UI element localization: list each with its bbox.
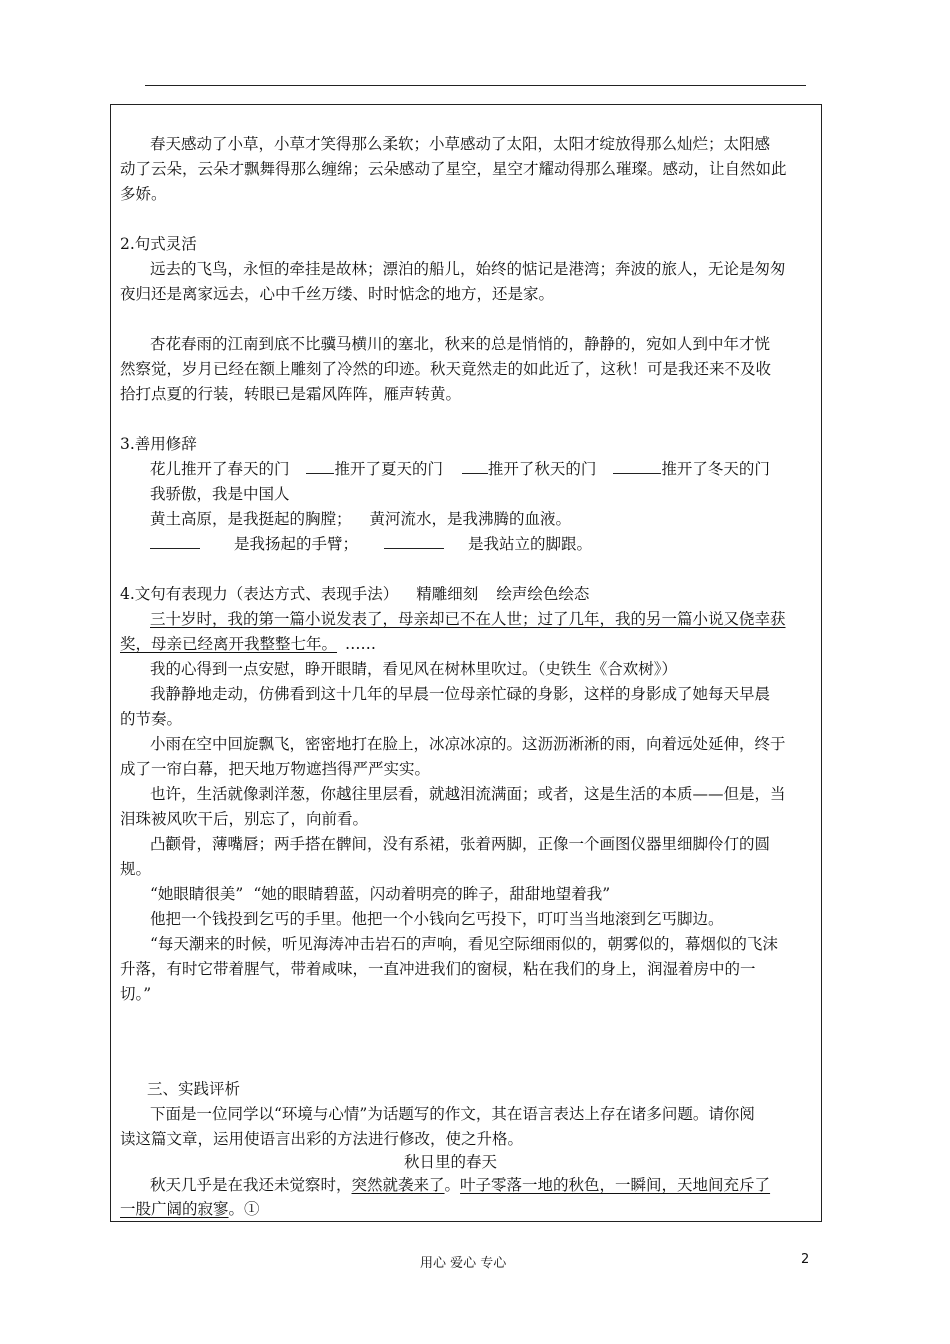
text-span: “她的眼睛碧蓝，闪动着明亮的眸子，甜甜地望着我” <box>253 885 611 903</box>
footer-motto: 用心 爱心 专心 <box>420 1256 507 1271</box>
paragraph-line <box>150 1175 770 1195</box>
paragraph-line: 规。 <box>120 860 152 878</box>
paragraph-line: 我骄傲，我是中国人 <box>150 485 290 503</box>
paragraph-line: 我的心得到一点安慰，睁开眼睛，看见风在树林里吹过。（史铁生《合欢树》） <box>150 660 678 678</box>
text-span: 4.文句有表现力（表达方式、表现手法） <box>120 585 399 603</box>
text-span: 是我站立的脚跟。 <box>468 535 593 553</box>
section-heading: 3.善用修辞 <box>120 435 197 453</box>
paragraph-line: 我静静地走动，仿佛看到这十几年的早晨一位母亲忙碌的身影，这样的身影成了她每天早晨 <box>150 685 771 703</box>
text-span: “她眼睛很美” <box>150 885 244 903</box>
section-heading <box>120 584 589 604</box>
paragraph-line: 成了一帘白幕，把天地万物遮挡得严严实实。 <box>120 760 431 778</box>
section-heading: 2.句式灵活 <box>120 235 197 253</box>
paragraph-line <box>150 459 770 479</box>
paragraph-line <box>120 1199 260 1219</box>
paragraph-line <box>150 884 610 904</box>
header-rule <box>145 85 806 86</box>
underlined-span: 一股广阔的寂寥 <box>120 1200 229 1218</box>
fill-blank[interactable] <box>384 534 444 549</box>
text-span: 。 <box>444 1176 461 1194</box>
text-span: 。① <box>228 1200 260 1218</box>
paragraph-line: 泪珠被风吹干后，别忘了，向前看。 <box>120 810 369 828</box>
underlined-span: 突然就袭来了 <box>351 1176 445 1194</box>
text-span: 黄土高原，是我挺起的胸膛； <box>150 510 352 528</box>
paragraph-line <box>150 509 571 529</box>
fill-blank[interactable] <box>462 459 488 474</box>
paragraph-line: 他把一个钱投到乞丐的手里。他把一个小钱向乞丐投下，叮叮当当地滚到乞丐脚边。 <box>150 910 724 928</box>
paragraph-line: 的节奏。 <box>120 710 183 728</box>
paragraph-line: 远去的飞鸟，永恒的牵挂是故林；漂泊的船儿，始终的惦记是港湾；奔波的旅人，无论是匆匆 <box>150 260 786 278</box>
paragraph-line: 切。” <box>120 985 152 1003</box>
text-span: 花儿推开了春天的门 <box>150 460 290 478</box>
text-span: 奖，母亲已经离开我整整七年。 <box>120 635 338 653</box>
paragraph-line: 动了云朵，云朵才飘舞得那么缠绵；云朵感动了星空，星空才耀动得那么璀璨。感动，让自然如此 <box>120 160 787 178</box>
text-span: 精雕细刻 <box>416 585 479 603</box>
text-span: …… <box>345 635 377 653</box>
paragraph-line: 多娇。 <box>120 185 167 203</box>
paragraph-line: 升落，有时它带着腥气，带着咸味，一直冲进我们的窗棂，粘在我们的身上，润湿着房中的一 <box>120 960 756 978</box>
text-span: 黄河流水，是我沸腾的血液。 <box>369 510 572 528</box>
section-heading: 三、实践评析 <box>147 1080 241 1098</box>
paragraph-line: 杏花春雨的江南到底不比骥马横川的塞北，秋来的总是悄悄的，静静的，宛如人到中年才恍 <box>150 335 771 353</box>
paragraph-line <box>120 634 376 654</box>
paragraph-line: 春天感动了小草，小草才笑得那么柔软；小草感动了太阳，太阳才绽放得那么灿烂；太阳感 <box>150 135 771 153</box>
fill-blank[interactable] <box>306 459 334 474</box>
paragraph-line: 下面是一位同学以“环境与心情”为话题写的作文，其在语言表达上存在诸多问题。请你阅 <box>150 1105 755 1123</box>
text-span: 秋天几乎是在我还未觉察时， <box>150 1176 352 1194</box>
paragraph-line: 读这篇文章，运用使语言出彩的方法进行修改，使之升格。 <box>120 1130 524 1148</box>
text-span: 是我扬起的手臂； <box>234 535 359 553</box>
text-span: 推开了夏天的门 <box>334 460 443 478</box>
fill-blank[interactable] <box>150 534 200 549</box>
text-span: 绘声绘色绘态 <box>496 585 590 603</box>
paragraph-line: “每天潮来的时候，听见海涛冲击岩石的声响，看见空际细雨似的，朝雾似的，幕烟似的飞沫 <box>150 935 778 953</box>
paragraph-line <box>150 534 592 554</box>
text-span: 推开了冬天的门 <box>661 460 770 478</box>
text-span: 推开了秋天的门 <box>487 460 597 478</box>
paragraph-line: 小雨在空中回旋飘飞，密密地打在脸上，冰凉冰凉的。这沥沥淅淅的雨，向着远处延伸，终于 <box>150 735 786 753</box>
paragraph-line: 然察觉，岁月已经在额上雕刻了冷然的印迹。秋天竟然走的如此近了，这秋！可是我还来不及收 <box>120 360 772 378</box>
fill-blank[interactable] <box>613 459 661 474</box>
paragraph-line: 拾打点夏的行装，转眼已是霜风阵阵，雁声转黄。 <box>120 385 462 403</box>
page-number: 2 <box>801 1252 810 1267</box>
underlined-line: 三十岁时，我的第一篇小说发表了，母亲却已不在人世；过了几年，我的另一篇小说又侥幸获 <box>150 610 786 628</box>
paragraph-line: 夜归还是离家远去，心中千丝万缕、时时惦念的地方，还是家。 <box>120 285 555 303</box>
paragraph-line: 也许，生活就像剥洋葱，你越往里层看，就越泪流满面；或者，这是生活的本质——但是，当 <box>150 785 786 803</box>
essay-title: 秋日里的春天 <box>404 1153 498 1171</box>
paragraph-line: 凸颧骨，薄嘴唇；两手搭在髀间，没有系裙，张着两脚，正像一个画图仪器里细脚伶仃的圆 <box>150 835 771 853</box>
underlined-span: 叶子零落一地的秋色，一瞬间，天地间充斥了 <box>460 1176 771 1194</box>
